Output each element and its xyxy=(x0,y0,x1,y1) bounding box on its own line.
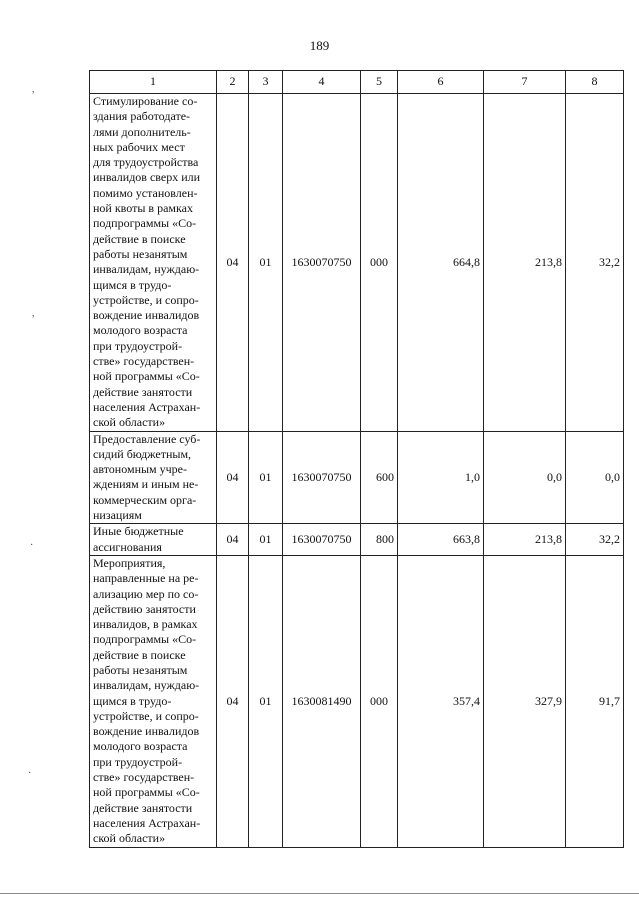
amount-col7: 213,8 xyxy=(484,524,566,556)
row-name: Иные бюджетные ассигнования xyxy=(90,524,217,556)
margin-mark: , xyxy=(32,308,35,319)
amount-col8: 32,2 xyxy=(566,94,624,432)
table-row xyxy=(90,431,624,524)
amount-col7: 213,8 xyxy=(484,94,566,432)
subsection-code: 01 xyxy=(249,94,283,432)
target-article-code: 1630070750 xyxy=(283,524,361,556)
table-row xyxy=(90,94,624,432)
subsection-code: 01 xyxy=(249,524,283,556)
section-code: 04 xyxy=(217,555,249,847)
column-header: 7 xyxy=(484,71,566,94)
amount-col6: 1,0 xyxy=(398,431,484,524)
row-name: Стимулирование со- здания работодате- лями дополнитель- ных рабочих мест для трудоустройства инвалидов сверх или помимо установлен- ной квоты в рамках подпрограммы «Со- действие в поиске работы незанятым инвалидам, нуждаю- щимся в трудо- устройстве, и сопро- вождение инвалидов молодого возраста при трудоустрой- стве» государствен- ной программы «Со- действие занятости населения Астрахан- ской области» xyxy=(90,94,217,432)
column-header: 1 xyxy=(90,71,217,94)
subsection-code: 01 xyxy=(249,431,283,524)
amount-col8: 91,7 xyxy=(566,555,624,847)
column-header: 2 xyxy=(217,71,249,94)
expense-type-code: 000 xyxy=(361,94,398,432)
column-header: 5 xyxy=(361,71,398,94)
column-header: 3 xyxy=(249,71,283,94)
expense-type-code: 000 xyxy=(361,555,398,847)
section-code: 04 xyxy=(217,94,249,432)
section-code: 04 xyxy=(217,431,249,524)
amount-col8: 0,0 xyxy=(566,431,624,524)
amount-col8: 32,2 xyxy=(566,524,624,556)
margin-mark: · xyxy=(28,768,32,779)
target-article-code: 1630070750 xyxy=(283,431,361,524)
expense-type-code: 600 xyxy=(361,431,398,524)
expense-type-code: 800 xyxy=(361,524,398,556)
budget-table xyxy=(89,70,624,848)
section-code: 04 xyxy=(217,524,249,556)
amount-col6: 663,8 xyxy=(398,524,484,556)
target-article-code: 1630070750 xyxy=(283,94,361,432)
page-bottom-rule xyxy=(0,893,639,894)
column-header: 6 xyxy=(398,71,484,94)
amount-col6: 357,4 xyxy=(398,555,484,847)
amount-col7: 0,0 xyxy=(484,431,566,524)
amount-col7: 327,9 xyxy=(484,555,566,847)
row-name: Мероприятия, направленные на ре- ализацию мер по со- действию занятости инвалидов, в рамках подпрограммы «Со- действие в поиске работы незанятым инвалидам, нуждаю- щимся в трудо- устройстве, и сопро- вождение инвалидов молодого возраста при трудоустрой- стве» государствен- ной программы «Со- действие занятости населения Астрахан- ской области» xyxy=(90,555,217,847)
column-header: 4 xyxy=(283,71,361,94)
target-article-code: 1630081490 xyxy=(283,555,361,847)
margin-mark: , xyxy=(32,84,35,95)
table-row xyxy=(90,524,624,556)
page-number: 189 xyxy=(309,38,330,53)
table-header-row xyxy=(90,71,624,94)
table-row xyxy=(90,555,624,847)
amount-col6: 664,8 xyxy=(398,94,484,432)
row-name: Предоставление суб- сидий бюджетным, автономным учре- ждениям и иным не- коммерческим орга- низациям xyxy=(90,431,217,524)
margin-mark: · xyxy=(30,540,34,551)
column-header: 8 xyxy=(566,71,624,94)
subsection-code: 01 xyxy=(249,555,283,847)
